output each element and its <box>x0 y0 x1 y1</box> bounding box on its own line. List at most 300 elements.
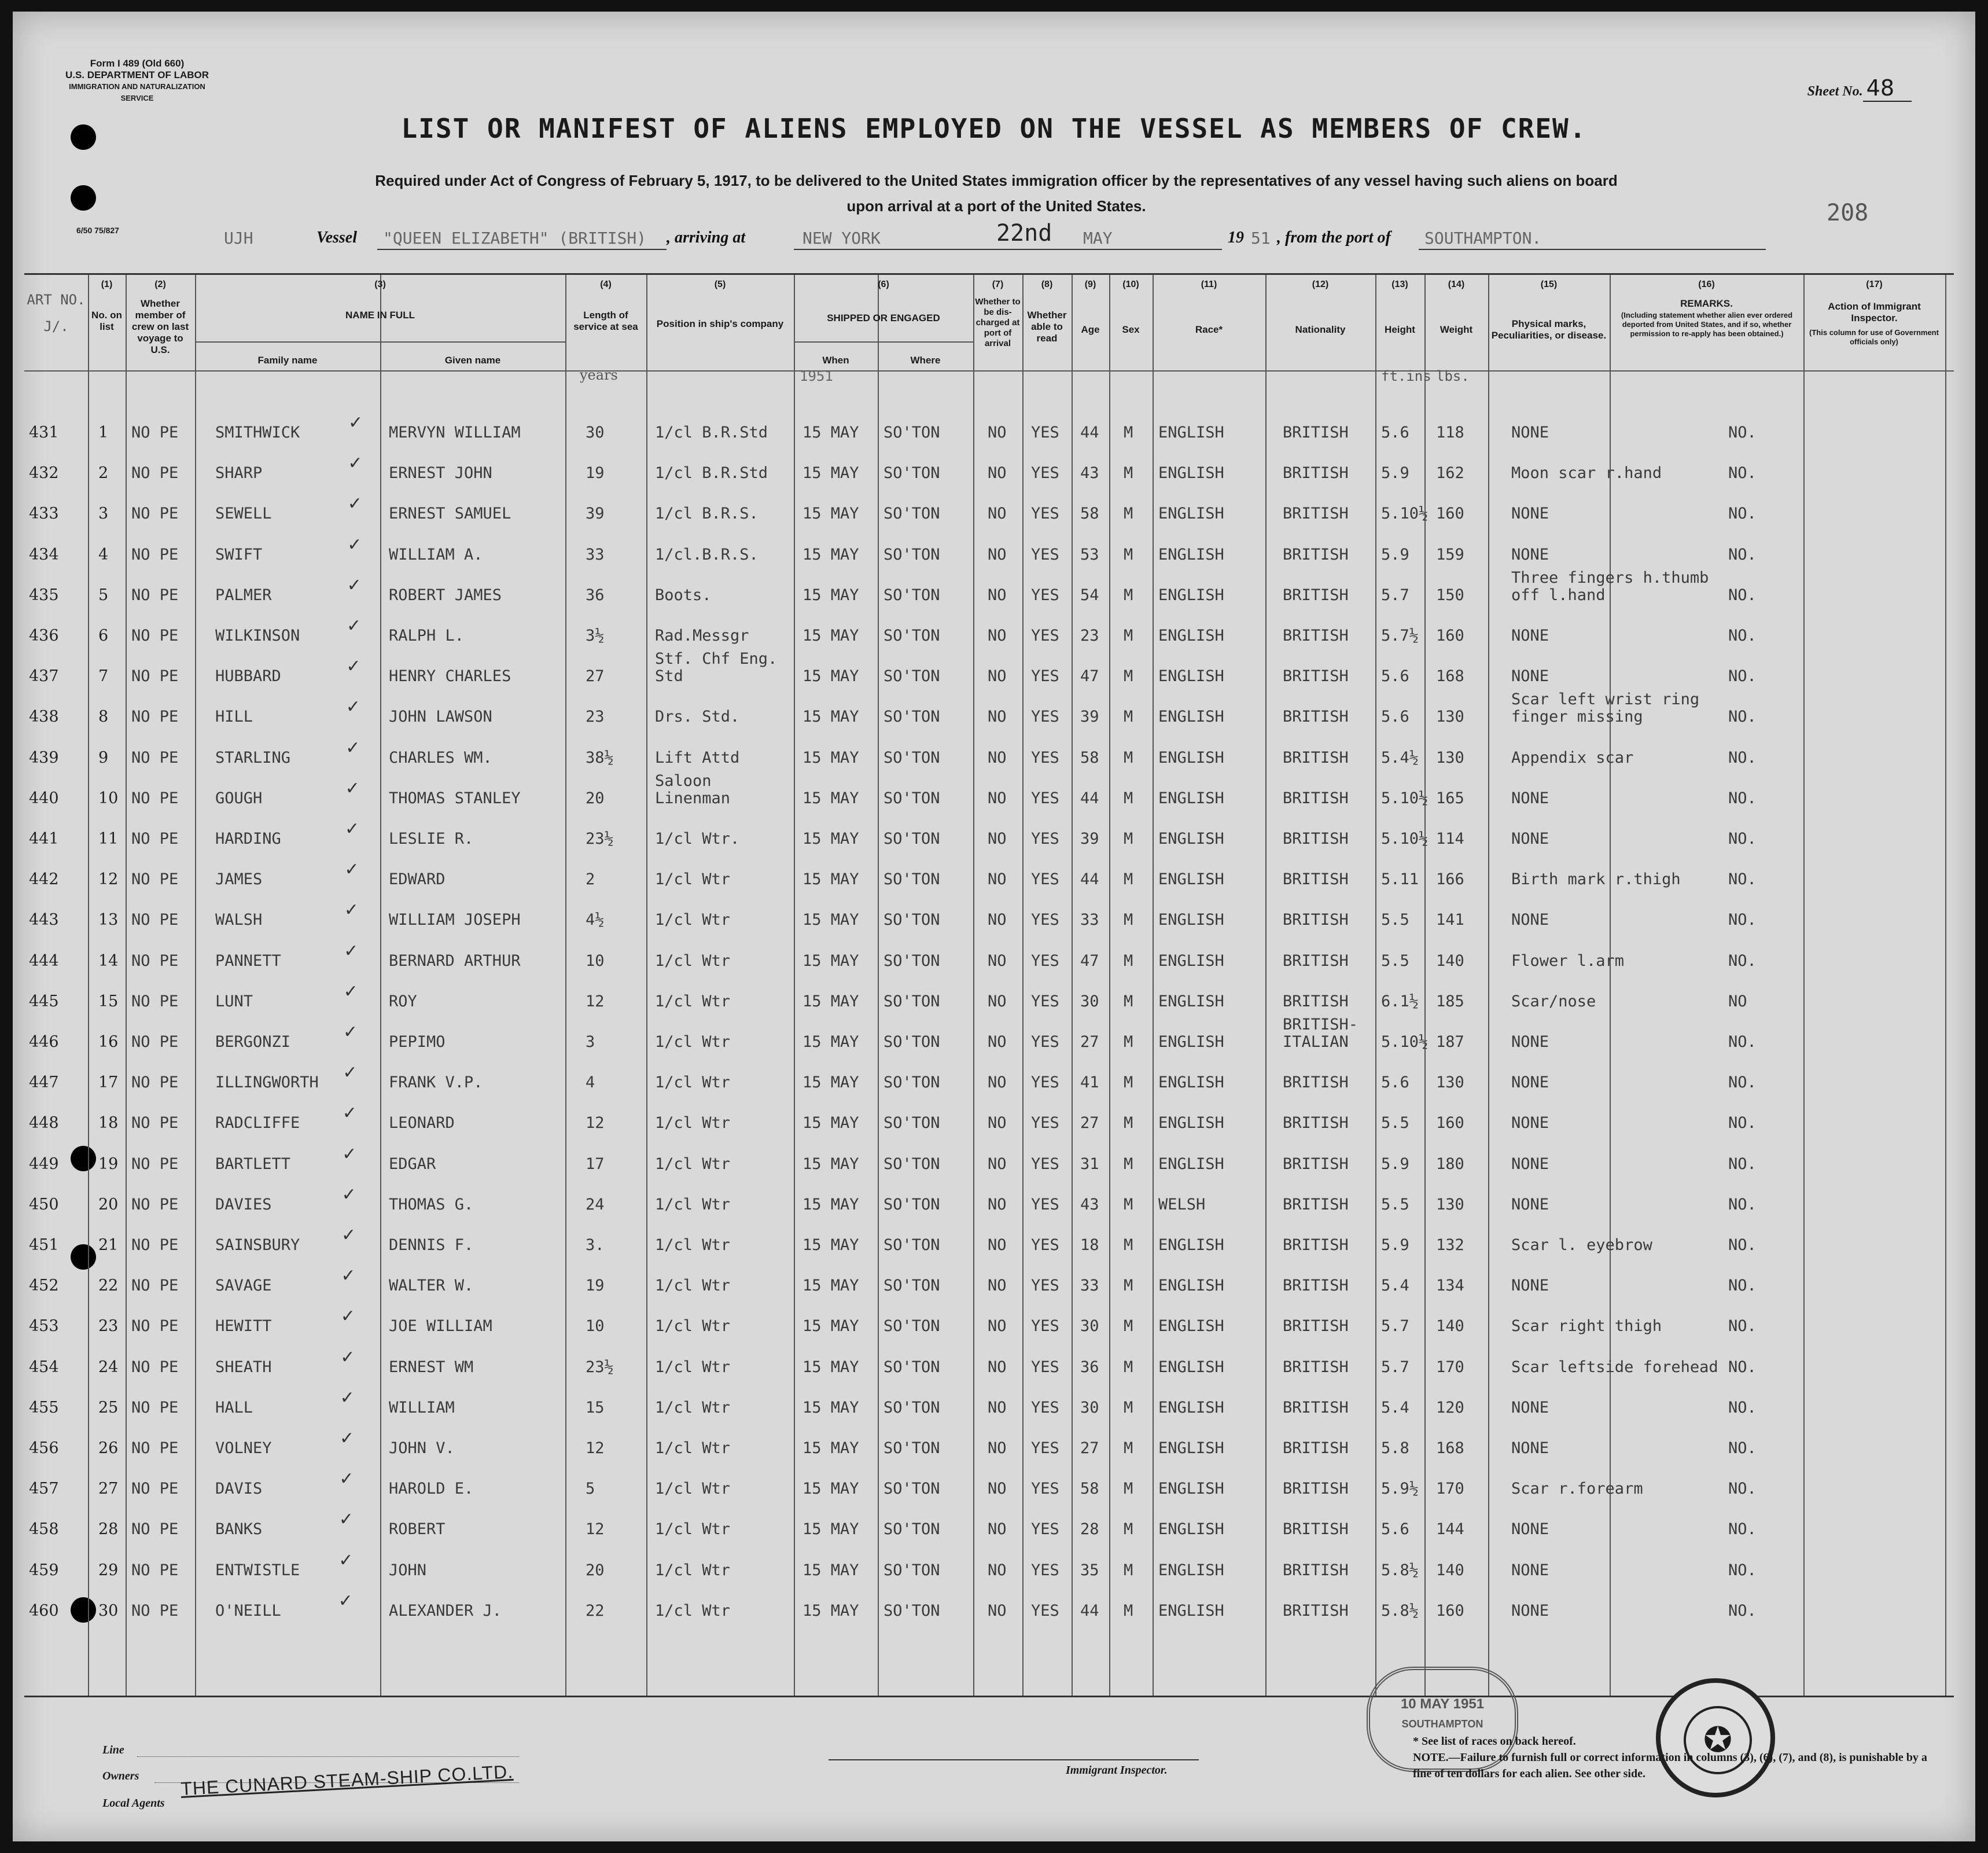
column-number: (16) <box>1698 280 1715 289</box>
column-number: (9) <box>1084 280 1096 289</box>
col-sex: Sex <box>1122 324 1140 335</box>
col-when: When <box>822 355 849 366</box>
shipped-when: 15 MAY <box>802 748 859 767</box>
sex: M <box>1124 789 1133 807</box>
last-voyage: NO PE <box>131 1277 179 1295</box>
shipped-where: SO'TON <box>883 830 940 848</box>
given-name: WILLIAM JOSEPH <box>389 911 521 929</box>
age: 18 <box>1080 1236 1099 1254</box>
position: 1/cl Wtr <box>655 992 731 1010</box>
shipped-where: SO'TON <box>883 1277 940 1295</box>
race: ENGLISH <box>1158 1114 1224 1133</box>
family-name: BERGONZI <box>215 1033 291 1051</box>
checkmark-icon: ✓ <box>338 1509 354 1530</box>
col-inspector-note: (This column for use of Government officials only) <box>1809 328 1939 346</box>
family-name: HARDING <box>215 830 281 848</box>
height-unit: ft.ins <box>1381 368 1431 384</box>
nationality: BRITISH <box>1283 789 1349 807</box>
discharged: NO <box>988 1561 1007 1579</box>
race: ENGLISH <box>1158 911 1224 929</box>
checkmark-icon: ✓ <box>343 1022 358 1042</box>
weight: 130 <box>1436 748 1464 767</box>
height: 5.7 <box>1381 1317 1409 1336</box>
remarks: NO. <box>1728 830 1757 848</box>
arrival-month: MAY <box>1083 229 1113 248</box>
art-number: 431 <box>29 424 59 442</box>
family-name: O'NEILL <box>215 1601 281 1620</box>
weight: 187 <box>1436 1033 1464 1051</box>
position: 1/cl Wtr <box>655 1033 731 1051</box>
column-number: (3) <box>374 280 386 289</box>
able-to-read: YES <box>1031 424 1059 442</box>
column-number: (4) <box>600 280 612 289</box>
physical-marks: Appendix scar <box>1511 748 1634 767</box>
weight: 168 <box>1436 667 1464 686</box>
shipped-when: 15 MAY <box>802 1155 859 1173</box>
col-no-on-list: No. on list <box>91 310 122 332</box>
art-number: 435 <box>29 586 59 604</box>
age: 23 <box>1080 627 1099 645</box>
last-voyage: NO PE <box>131 505 179 523</box>
shipped-when: 15 MAY <box>802 627 859 645</box>
sex: M <box>1124 424 1133 442</box>
nationality: BRITISH <box>1283 1155 1349 1173</box>
sex: M <box>1124 1358 1133 1376</box>
age: 47 <box>1080 951 1099 970</box>
age: 39 <box>1080 830 1099 848</box>
physical-marks: NONE <box>1511 1561 1549 1579</box>
remarks: NO. <box>1728 1439 1757 1457</box>
age: 41 <box>1080 1073 1099 1092</box>
shipped-when: 15 MAY <box>802 1317 859 1336</box>
shipped-year: 1951 <box>800 368 833 384</box>
inspector-label: Immigrant Inspector. <box>1066 1764 1168 1777</box>
service-years: 10 <box>586 1317 605 1336</box>
stamp-city: SOUTHAMPTON <box>1401 1718 1483 1730</box>
given-name: THOMAS STANLEY <box>389 789 521 807</box>
weight: 150 <box>1436 586 1464 604</box>
from-label: , from the port of <box>1277 229 1391 247</box>
ujh-code: UJH <box>224 229 253 248</box>
weight: 130 <box>1436 708 1464 726</box>
last-voyage: NO PE <box>131 1317 179 1336</box>
service-years: 3 <box>586 1033 595 1051</box>
shipped-where: SO'TON <box>883 424 940 442</box>
column-number: (8) <box>1041 280 1053 289</box>
given-name: ROBERT <box>389 1520 446 1539</box>
position: Boots. <box>655 586 712 604</box>
age: 27 <box>1080 1033 1099 1051</box>
able-to-read: YES <box>1031 992 1059 1010</box>
last-voyage: NO PE <box>131 870 179 889</box>
owners-label: Owners <box>102 1770 139 1782</box>
physical-marks: Birth mark r.thigh <box>1511 870 1681 889</box>
position: 1/cl Wtr. <box>655 830 740 848</box>
sex: M <box>1124 1114 1133 1133</box>
stamp-date: 10 MAY 1951 <box>1400 1696 1485 1712</box>
list-number: 29 <box>98 1561 119 1579</box>
height: 5.6 <box>1381 667 1409 686</box>
age: 43 <box>1080 1195 1099 1214</box>
weight: 141 <box>1436 911 1464 929</box>
art-number: 452 <box>29 1277 59 1295</box>
vessel-name: "QUEEN ELIZABETH" (BRITISH) <box>383 229 647 248</box>
age: 33 <box>1080 1277 1099 1295</box>
position: 1/cl Wtr <box>655 951 731 970</box>
height: 5.5 <box>1381 951 1409 970</box>
checkmark-icon: ✓ <box>339 1469 354 1490</box>
age: 31 <box>1080 1155 1099 1173</box>
nationality: BRITISH <box>1283 667 1349 686</box>
remarks: NO. <box>1728 1195 1757 1214</box>
position: 1/cl Wtr <box>655 870 731 889</box>
art-number: 450 <box>29 1195 59 1214</box>
position: Stf. Chf Eng. Std <box>655 650 778 686</box>
height: 5.6 <box>1381 708 1409 726</box>
service-years: 2 <box>586 870 595 889</box>
shipped-where: SO'TON <box>883 1073 940 1092</box>
nationality: BRITISH <box>1283 1398 1349 1417</box>
col-position: Position in ship's company <box>656 318 784 329</box>
list-number: 5 <box>98 586 109 604</box>
sex: M <box>1124 830 1133 848</box>
art-number: 448 <box>29 1114 59 1133</box>
list-number: 6 <box>98 627 109 645</box>
last-voyage: NO PE <box>131 1114 179 1133</box>
shipped-when: 15 MAY <box>802 1114 859 1133</box>
column-number: (11) <box>1201 280 1217 289</box>
shipped-when: 15 MAY <box>802 1439 859 1457</box>
nationality: BRITISH <box>1283 1195 1349 1214</box>
remarks: NO. <box>1728 951 1757 970</box>
able-to-read: YES <box>1031 789 1059 807</box>
discharged: NO <box>988 1236 1007 1254</box>
shipped-where: SO'TON <box>883 464 940 483</box>
remarks: NO. <box>1728 1520 1757 1539</box>
given-name: LEONARD <box>389 1114 455 1133</box>
weight: 159 <box>1436 545 1464 564</box>
able-to-read: YES <box>1031 1195 1059 1214</box>
shipped-where: SO'TON <box>883 627 940 645</box>
shipped-where: SO'TON <box>883 1358 940 1376</box>
shipped-when: 15 MAY <box>802 1520 859 1539</box>
remarks: NO. <box>1728 1480 1757 1498</box>
sex: M <box>1124 1195 1133 1214</box>
sheet-number <box>1807 75 1912 101</box>
nationality: BRITISH <box>1283 1439 1349 1457</box>
race: ENGLISH <box>1158 586 1224 604</box>
last-voyage: NO PE <box>131 1236 179 1254</box>
family-name: BARTLETT <box>215 1155 291 1173</box>
able-to-read: YES <box>1031 1358 1059 1376</box>
discharged: NO <box>988 708 1007 726</box>
able-to-read: YES <box>1031 464 1059 483</box>
col-able-read: Whether able to read <box>1027 310 1067 344</box>
height: 5.10½ <box>1381 1033 1429 1051</box>
able-to-read: YES <box>1031 545 1059 564</box>
col-name-in-full: NAME IN FULL <box>345 310 415 321</box>
sex: M <box>1124 951 1133 970</box>
checkmark-icon: ✓ <box>340 1428 355 1448</box>
list-number: 19 <box>98 1155 119 1173</box>
column-number: (15) <box>1540 280 1558 289</box>
checkmark-icon: ✓ <box>341 1184 356 1205</box>
sex: M <box>1124 627 1133 645</box>
position: Lift Attd <box>655 748 740 767</box>
service-years: 24 <box>586 1195 605 1214</box>
family-name: RADCLIFFE <box>215 1114 300 1133</box>
shipped-where: SO'TON <box>883 1114 940 1133</box>
able-to-read: YES <box>1031 627 1059 645</box>
discharged: NO <box>988 505 1007 523</box>
race: ENGLISH <box>1158 1398 1224 1417</box>
agent-stamp: THE CUNARD STEAM-SHIP CO.LTD. <box>180 1760 514 1800</box>
given-name: DENNIS F. <box>389 1236 474 1254</box>
last-voyage: NO PE <box>131 667 179 686</box>
able-to-read: YES <box>1031 586 1059 604</box>
checkmark-icon: ✓ <box>340 1306 355 1327</box>
discharged: NO <box>988 627 1007 645</box>
service-years: 4½ <box>586 911 605 929</box>
service-years: 23 <box>586 708 605 726</box>
checkmark-icon: ✓ <box>343 981 358 1002</box>
able-to-read: YES <box>1031 951 1059 970</box>
vessel-label: Vessel <box>316 229 357 247</box>
column-number: (13) <box>1391 280 1408 289</box>
age: 27 <box>1080 1114 1099 1133</box>
page-subtitle <box>244 168 1748 219</box>
shipped-when: 15 MAY <box>802 911 859 929</box>
discharged: NO <box>988 951 1007 970</box>
art-number: 455 <box>29 1398 59 1417</box>
nationality: BRITISH <box>1283 1520 1349 1539</box>
height: 5.8 <box>1381 1439 1409 1457</box>
nationality: BRITISH <box>1283 1601 1349 1620</box>
footer-note <box>1413 1733 1934 1782</box>
race: ENGLISH <box>1158 1073 1224 1092</box>
race: ENGLISH <box>1158 870 1224 889</box>
height: 5.4½ <box>1381 748 1419 767</box>
checkmark-icon: ✓ <box>341 1225 356 1245</box>
race: ENGLISH <box>1158 1358 1224 1376</box>
service-years: 19 <box>586 1277 605 1295</box>
age: 44 <box>1080 870 1099 889</box>
shipped-when: 15 MAY <box>802 1195 859 1214</box>
position: 1/cl Wtr <box>655 1398 731 1417</box>
discharged: NO <box>988 748 1007 767</box>
list-number: 4 <box>98 545 109 564</box>
race: ENGLISH <box>1158 1277 1224 1295</box>
shipped-where: SO'TON <box>883 1480 940 1498</box>
sex: M <box>1124 1520 1133 1539</box>
position: 1/cl B.R.Std <box>655 424 768 442</box>
list-number: 13 <box>98 911 119 929</box>
weight: 140 <box>1436 1317 1464 1336</box>
arriving-label: , arriving at <box>667 229 746 247</box>
physical-marks: NONE <box>1511 1398 1549 1417</box>
nationality: BRITISH <box>1283 1317 1349 1336</box>
list-number: 23 <box>98 1317 119 1336</box>
given-name: RALPH L. <box>389 627 465 645</box>
col-length-service: Length of service at sea <box>573 310 638 332</box>
remarks: NO. <box>1728 870 1757 889</box>
departure-port: SOUTHAMPTON. <box>1424 229 1542 248</box>
family-name: BANKS <box>215 1520 263 1539</box>
service-years: 27 <box>586 667 605 686</box>
race: ENGLISH <box>1158 464 1224 483</box>
service-years: 12 <box>586 992 605 1010</box>
checkmark-icon: ✓ <box>344 900 359 921</box>
sheet-number-value: 48 <box>1863 75 1912 102</box>
art-number: 447 <box>29 1073 59 1092</box>
able-to-read: YES <box>1031 1033 1059 1051</box>
shipped-when: 15 MAY <box>802 424 859 442</box>
age: 36 <box>1080 1358 1099 1376</box>
remarks: NO. <box>1728 1114 1757 1133</box>
inspector-signature-line <box>829 1759 1199 1760</box>
last-voyage: NO PE <box>131 1439 179 1457</box>
col-discharged: Whether to be dis-charged at port of arrival <box>975 297 1021 348</box>
shipped-where: SO'TON <box>883 586 940 604</box>
col-age: Age <box>1081 324 1100 335</box>
physical-marks: NONE <box>1511 424 1549 442</box>
given-name: EDGAR <box>389 1155 436 1173</box>
list-number: 17 <box>98 1073 119 1092</box>
position: 1/cl Wtr <box>655 1114 731 1133</box>
family-name: HALL <box>215 1398 253 1417</box>
family-name: WALSH <box>215 911 263 929</box>
last-voyage: NO PE <box>131 1520 179 1539</box>
discharged: NO <box>988 667 1007 686</box>
nationality: BRITISH <box>1283 830 1349 848</box>
art-number: 454 <box>29 1358 59 1376</box>
list-number: 21 <box>98 1236 119 1254</box>
checkmark-icon: ✓ <box>344 859 359 880</box>
given-name: ERNEST WM <box>389 1358 474 1376</box>
last-voyage: NO PE <box>131 992 179 1010</box>
age: 30 <box>1080 1398 1099 1417</box>
race: ENGLISH <box>1158 789 1224 807</box>
art-number: 438 <box>29 708 59 726</box>
given-name: CHARLES WM. <box>389 748 492 767</box>
nationality: BRITISH <box>1283 586 1349 604</box>
shipped-where: SO'TON <box>883 1236 940 1254</box>
service-years: 23½ <box>586 830 614 848</box>
race: ENGLISH <box>1158 1601 1224 1620</box>
service-years: 5 <box>586 1480 595 1498</box>
last-voyage: NO PE <box>131 1561 179 1579</box>
able-to-read: YES <box>1031 1520 1059 1539</box>
page-title: LIST OR MANIFEST OF ALIENS EMPLOYED ON THE VESSEL AS MEMBERS OF CREW. <box>401 113 1587 144</box>
height: 5.7½ <box>1381 627 1419 645</box>
col-weight: Weight <box>1440 324 1473 335</box>
race: ENGLISH <box>1158 424 1224 442</box>
shipped-where: SO'TON <box>883 1317 940 1336</box>
service-years: 22 <box>586 1601 605 1620</box>
department-name: U.S. DEPARTMENT OF LABOR <box>65 69 209 80</box>
art-number: 456 <box>29 1439 59 1457</box>
subtitle-line: upon arrival at a port of the United States. <box>846 197 1146 215</box>
last-voyage: NO PE <box>131 951 179 970</box>
height: 6.1½ <box>1381 992 1419 1010</box>
underline <box>1419 249 1766 250</box>
physical-marks: NONE <box>1511 505 1549 523</box>
list-number: 11 <box>98 830 119 848</box>
art-number: 440 <box>29 789 59 807</box>
last-voyage: NO PE <box>131 1358 179 1376</box>
column-number: (7) <box>992 280 1004 289</box>
shipped-where: SO'TON <box>883 1155 940 1173</box>
shipped-where: SO'TON <box>883 708 940 726</box>
art-number: 453 <box>29 1317 59 1336</box>
physical-marks: NONE <box>1511 830 1549 848</box>
family-name: LUNT <box>215 992 253 1010</box>
sex: M <box>1124 870 1133 889</box>
checkmark-icon: ✓ <box>348 453 363 474</box>
able-to-read: YES <box>1031 1236 1059 1254</box>
list-number: 27 <box>98 1480 119 1498</box>
given-name: FRANK V.P. <box>389 1073 483 1092</box>
position: 1/cl Wtr <box>655 1520 731 1539</box>
age: 54 <box>1080 586 1099 604</box>
art-number: 439 <box>29 748 59 767</box>
physical-marks: NONE <box>1511 789 1549 807</box>
col-last-voyage: Whether member of crew on last voyage to U.S. <box>131 298 189 355</box>
position: 1/cl Wtr <box>655 1073 731 1092</box>
able-to-read: YES <box>1031 1561 1059 1579</box>
race: ENGLISH <box>1158 1236 1224 1254</box>
given-name: JOE WILLIAM <box>389 1317 492 1336</box>
shipped-when: 15 MAY <box>802 1358 859 1376</box>
height: 5.7 <box>1381 586 1409 604</box>
art-number: 433 <box>29 505 59 523</box>
physical-marks: NONE <box>1511 667 1549 686</box>
art-number: 436 <box>29 627 59 645</box>
weight: 160 <box>1436 627 1464 645</box>
able-to-read: YES <box>1031 1398 1059 1417</box>
physical-marks: NONE <box>1511 1195 1549 1214</box>
service-years: 20 <box>586 1561 605 1579</box>
last-voyage: NO PE <box>131 1155 179 1173</box>
sex: M <box>1124 1033 1133 1051</box>
sex: M <box>1124 545 1133 564</box>
shipped-when: 15 MAY <box>802 992 859 1010</box>
physical-marks: Flower l.arm <box>1511 951 1625 970</box>
race: WELSH <box>1158 1195 1206 1214</box>
column-number: (10) <box>1122 280 1139 289</box>
list-number: 8 <box>98 708 109 726</box>
service-years: 15 <box>586 1398 605 1417</box>
nationality: BRITISH <box>1283 627 1349 645</box>
age: 39 <box>1080 708 1099 726</box>
position: 1/cl Wtr <box>655 1561 731 1579</box>
remarks: NO. <box>1728 1073 1757 1092</box>
weight: 140 <box>1436 951 1464 970</box>
physical-marks: Scar l. eyebrow <box>1511 1236 1652 1254</box>
art-number: 451 <box>29 1236 59 1254</box>
height: 5.10½ <box>1381 505 1429 523</box>
art-number: 443 <box>29 911 59 929</box>
position: 1/cl B.R.S. <box>655 505 759 523</box>
list-number: 9 <box>98 748 109 767</box>
discharged: NO <box>988 1277 1007 1295</box>
position: 1/cl Wtr <box>655 1439 731 1457</box>
list-number: 12 <box>98 870 119 889</box>
form-number: Form I 489 (Old 660) <box>90 58 185 69</box>
position: 1/cl Wtr <box>655 1236 731 1254</box>
nationality: BRITISH <box>1283 464 1349 483</box>
age: 30 <box>1080 1317 1099 1336</box>
